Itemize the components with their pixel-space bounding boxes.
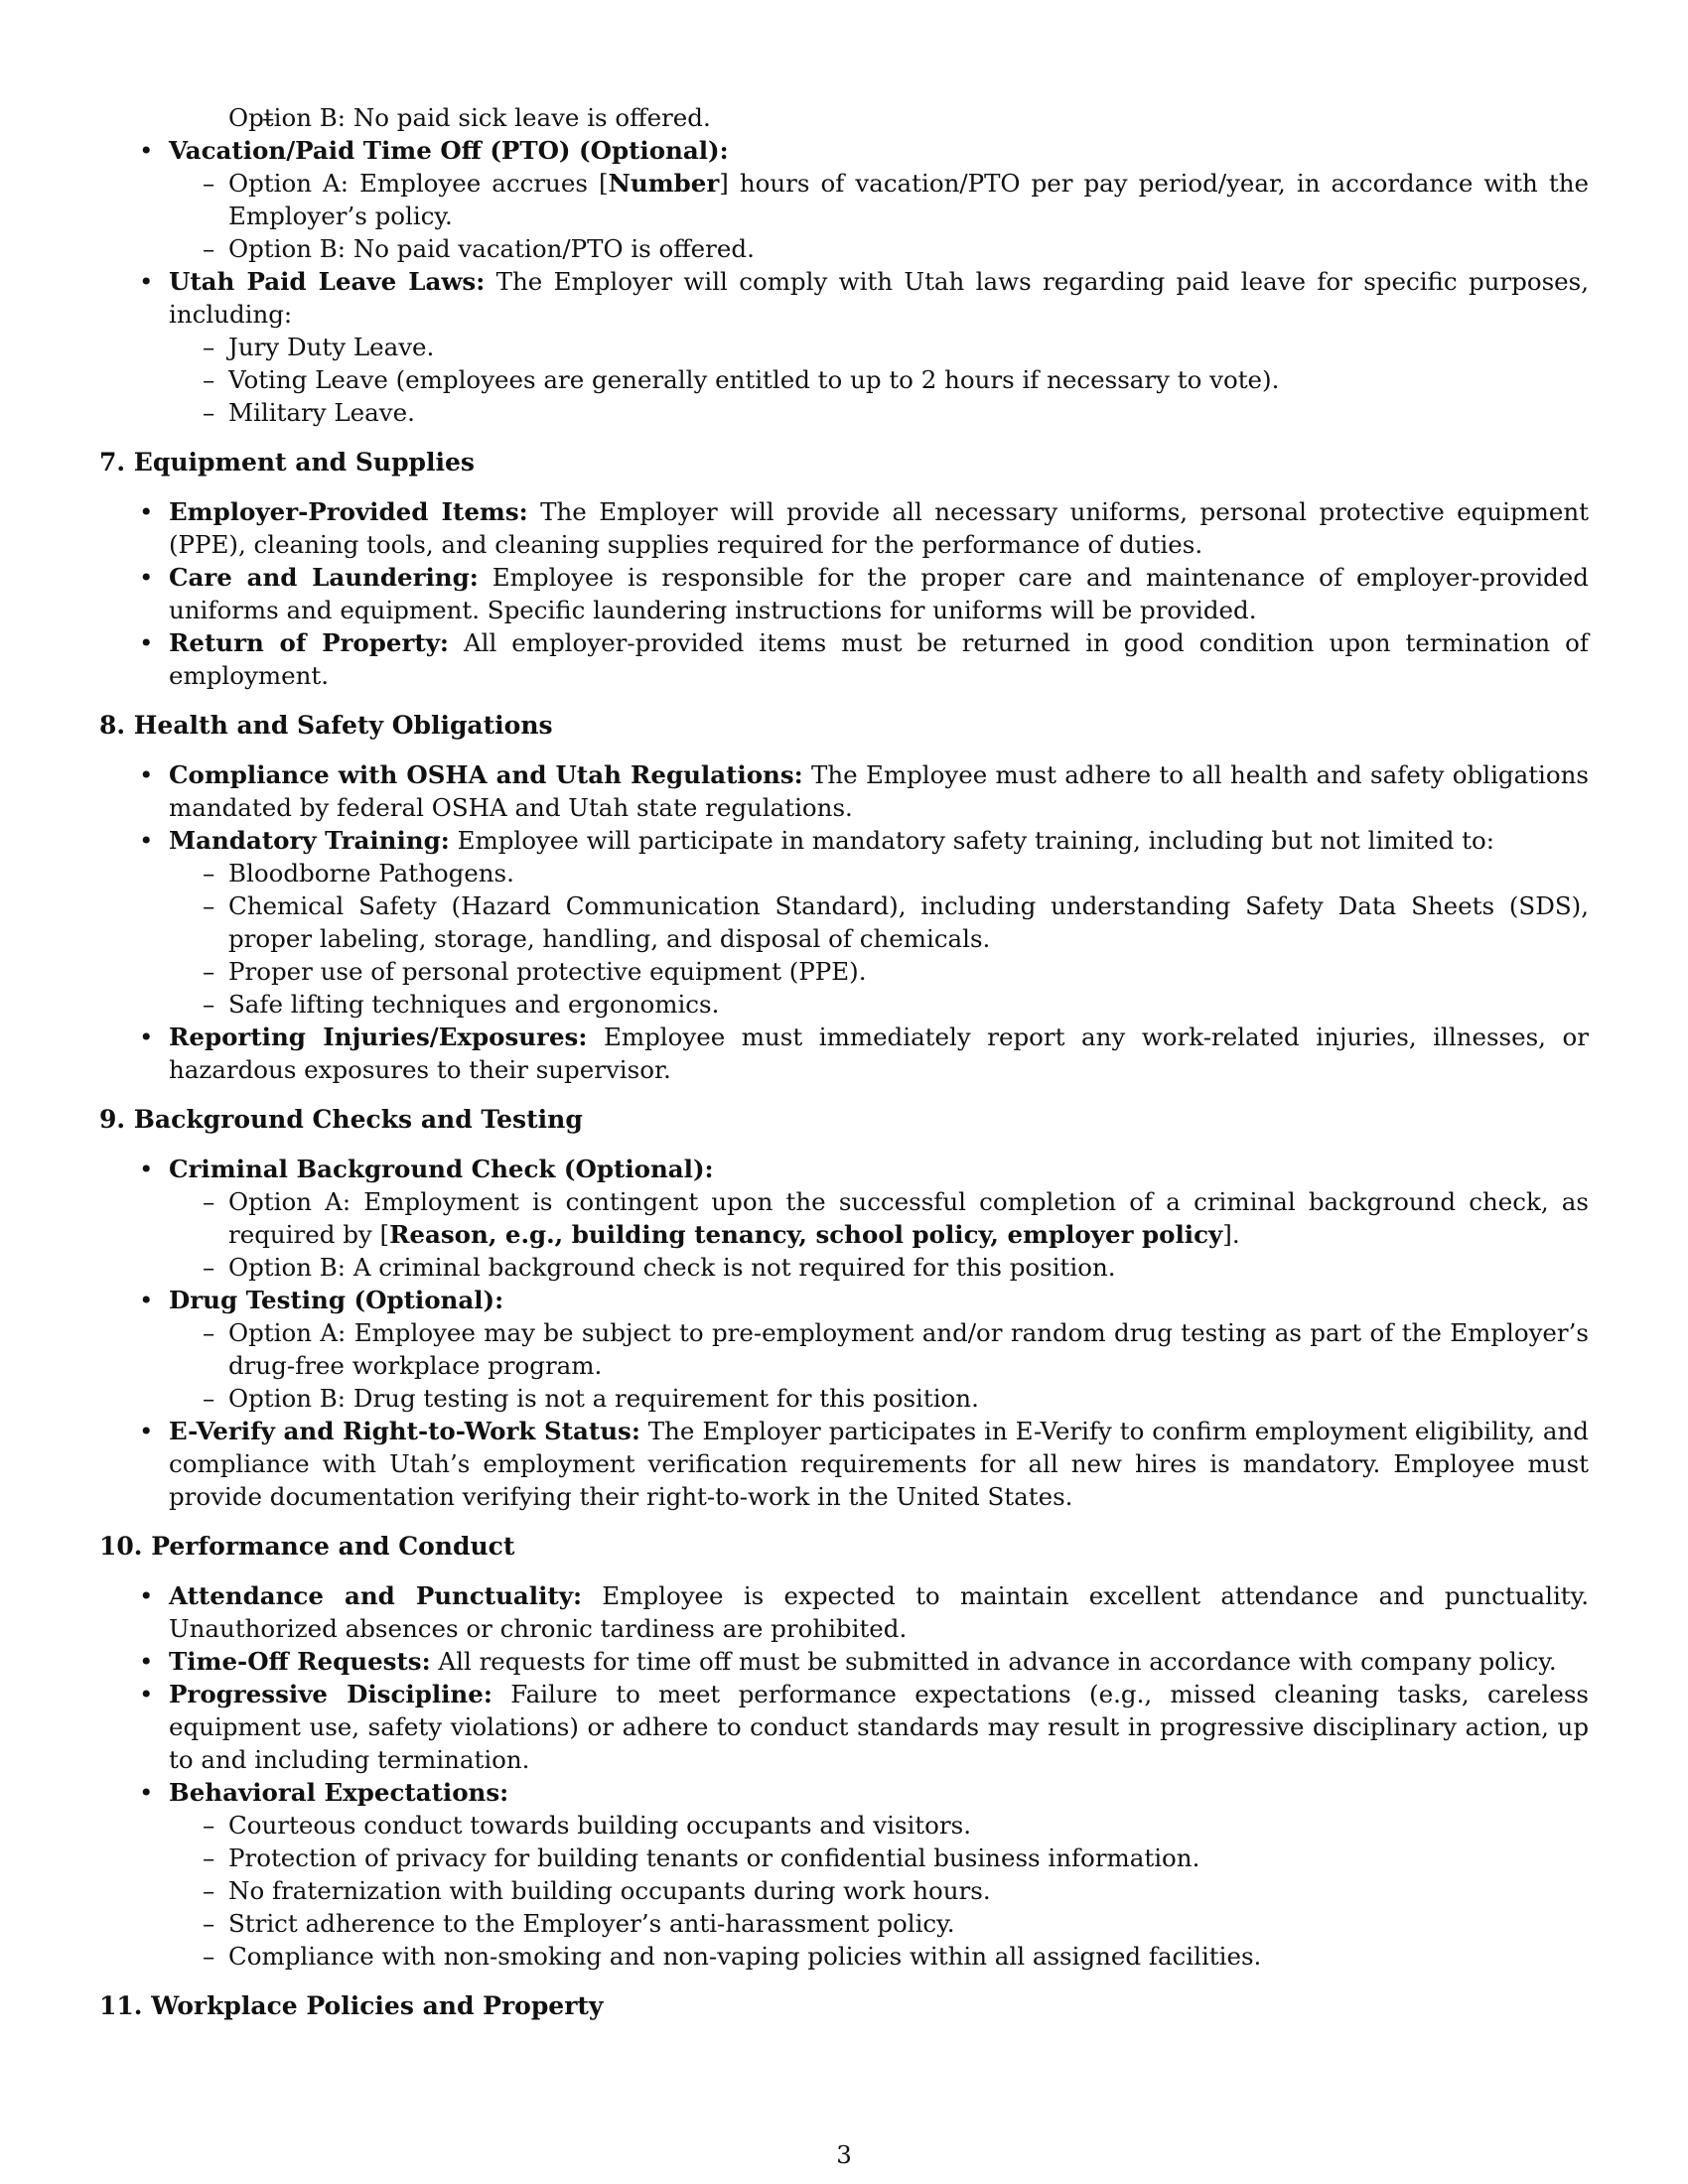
sublist-item: – Courteous conduct towards building occupants and visitors. — [169, 1809, 1589, 1842]
list-item: • Employer-Provided Items: The Employer will provide all necessary uniforms, personal protective equipment (PPE), cleaning tools, and cleaning supplies required for the performance of duties. — [99, 495, 1589, 561]
list-item: • Progressive Discipline: Failure to meet performance expectations (e.g., missed cleaning tasks, careless equipment use, safety violations) or adhere to conduct standards may result in progressive disciplinary action, up to and including termination. — [99, 1678, 1589, 1776]
sublist-item: – Voting Leave (employees are generally entitled to up to 2 hours if necessary to vote). — [169, 363, 1589, 396]
list-item: • Time-Off Requests: All requests for time off must be submitted in advance in accordance with company policy. — [99, 1645, 1589, 1678]
sublist — [169, 857, 1589, 1021]
list-item: • Drug Testing (Optional): – Option A: Employee may be subject to pre-employment and/or random drug testing as part of the Employer’s drug-free workplace program. – Option B: Drug testing is not a requirement for this position. — [99, 1284, 1589, 1415]
sublist-item: – Chemical Safety (Hazard Communication Standard), including understanding Safety Data Sheets (SDS), proper labeling, storage, handling, and disposal of chemicals. — [169, 889, 1589, 955]
sublist-item: – Option A: Employee accrues [Number] hours of vacation/PTO per pay period/year, in accordance with the Employer’s policy. — [169, 167, 1589, 232]
sublist-item: – Protection of privacy for building tenants or confidential business information. — [169, 1842, 1589, 1874]
sublist-item: – Safe lifting techniques and ergonomics. — [169, 988, 1589, 1021]
list-item: • Mandatory Training: Employee will participate in mandatory safety training, including but not limited to: – Bloodborne Pathogens. – Chemical Safety (Hazard Communication Standard), including understanding Safety Data Sheets (SDS), proper labeling, storage, handling, and disposal of chemicals. – Proper use of personal protective equipment (PPE). – Safe lifting techniques and ergonomics. — [99, 824, 1589, 1021]
list-item-utah-leave: • Utah Paid Leave Laws: The Employer will comply with Utah laws regarding paid leave for specific purposes, including: – Jury Duty Leave. – Voting Leave (employees are generally entitled to up to 2 hours if necessary to vote). – Military Leave. — [99, 265, 1589, 429]
section-heading-9: 9. Background Checks and Testing — [99, 1105, 583, 1134]
section-8-list — [99, 758, 1589, 1086]
list-item-pto — [99, 134, 1589, 265]
sublist — [169, 1185, 1589, 1284]
leave-list — [99, 134, 1589, 429]
sublist-item: – Military Leave. — [169, 396, 1589, 429]
list-item: • Compliance with OSHA and Utah Regulations: The Employee must adhere to all health and safety obligations mandated by federal OSHA and Utah state regulations. — [99, 758, 1589, 824]
page-number: 3 — [836, 2140, 852, 2169]
list-item: – Option B: No paid sick leave is offered. — [228, 101, 1589, 134]
sublist — [169, 331, 1589, 429]
list-item: • Behavioral Expectations: – Courteous conduct towards building occupants and visitors. – Protection of privacy for building tenants or confidential business information. – No fraternization with building occupants during work hours. – Strict adherence to the Employer’s anti-harassment policy. – Compliance with non-smoking and non-vaping policies within all assigned facilities. — [99, 1776, 1589, 1973]
list-item: • Care and Laundering: Employee is responsible for the proper care and maintenance of employer-provided uniforms and equipment. Specific laundering instructions for uniforms will be provided. — [99, 561, 1589, 626]
sublist — [169, 1316, 1589, 1415]
document-body — [99, 101, 1589, 2039]
section-heading-7: 7. Equipment and Supplies — [99, 448, 476, 477]
sublist — [169, 1809, 1589, 1973]
sublist-item: – No fraternization with building occupants during work hours. — [169, 1874, 1589, 1907]
sublist-item: – Option B: A criminal background check is not required for this position. — [169, 1251, 1589, 1284]
list-item: • Criminal Background Check (Optional): – Option A: Employment is contingent upon the successful completion of a criminal background check, as required by [Reason, e.g., building tenancy, school policy, employer policy]. – Option B: A criminal background check is not required for this position. — [99, 1153, 1589, 1284]
list-item: • E-Verify and Right-to-Work Status: The Employer participates in E-Verify to confirm employment eligibility, and compliance with Utah’s employment verification requirements for all new hires is mandatory. Employee must provide documentation verifying their right-to-work in the United States. — [99, 1415, 1589, 1513]
sublist-item: – Option A: Employee may be subject to pre-employment and/or random drug testing as part of the Employer’s drug-free workplace program. — [169, 1316, 1589, 1382]
item-title: Vacation/Paid Time Off (PTO) (Optional): — [169, 136, 729, 165]
carryover-list — [99, 101, 1589, 134]
list-item: • Return of Property: All employer-provided items must be returned in good condition upon termination of employment. — [99, 626, 1589, 692]
section-heading-10: 10. Performance and Conduct — [99, 1532, 515, 1561]
item-title: Utah Paid Leave Laws: — [169, 267, 486, 296]
section-heading-8: 8. Health and Safety Obligations — [99, 711, 553, 740]
list-item: • Attendance and Punctuality: Employee is expected to maintain excellent attendance and punctuality. Unauthorized absences or chronic tardiness are prohibited. — [99, 1579, 1589, 1645]
sublist-item: – Jury Duty Leave. — [169, 331, 1589, 363]
sublist-item: – Option B: Drug testing is not a requirement for this position. — [169, 1382, 1589, 1415]
sublist-item: – Compliance with non-smoking and non-vaping policies within all assigned facilities. — [169, 1940, 1589, 1973]
sublist-item: – Strict adherence to the Employer’s anti-harassment policy. — [169, 1907, 1589, 1940]
sublist-item: – Proper use of personal protective equipment (PPE). — [169, 955, 1589, 988]
section-7-list — [99, 495, 1589, 692]
section-9-list — [99, 1153, 1589, 1513]
list-item: • Reporting Injuries/Exposures: Employee must immediately report any work-related injuries, illnesses, or hazardous exposures to their supervisor. — [99, 1021, 1589, 1086]
section-10-list — [99, 1579, 1589, 1973]
section-heading-11: 11. Workplace Policies and Property — [99, 1991, 604, 2020]
sublist-item: – Bloodborne Pathogens. — [169, 857, 1589, 889]
sublist-item: – Option A: Employment is contingent upon the successful completion of a criminal background check, as required by [Reason, e.g., building tenancy, school policy, employer policy]. — [169, 1185, 1589, 1251]
sublist — [169, 167, 1589, 265]
sublist-item: – Option B: No paid vacation/PTO is offered. — [169, 232, 1589, 265]
